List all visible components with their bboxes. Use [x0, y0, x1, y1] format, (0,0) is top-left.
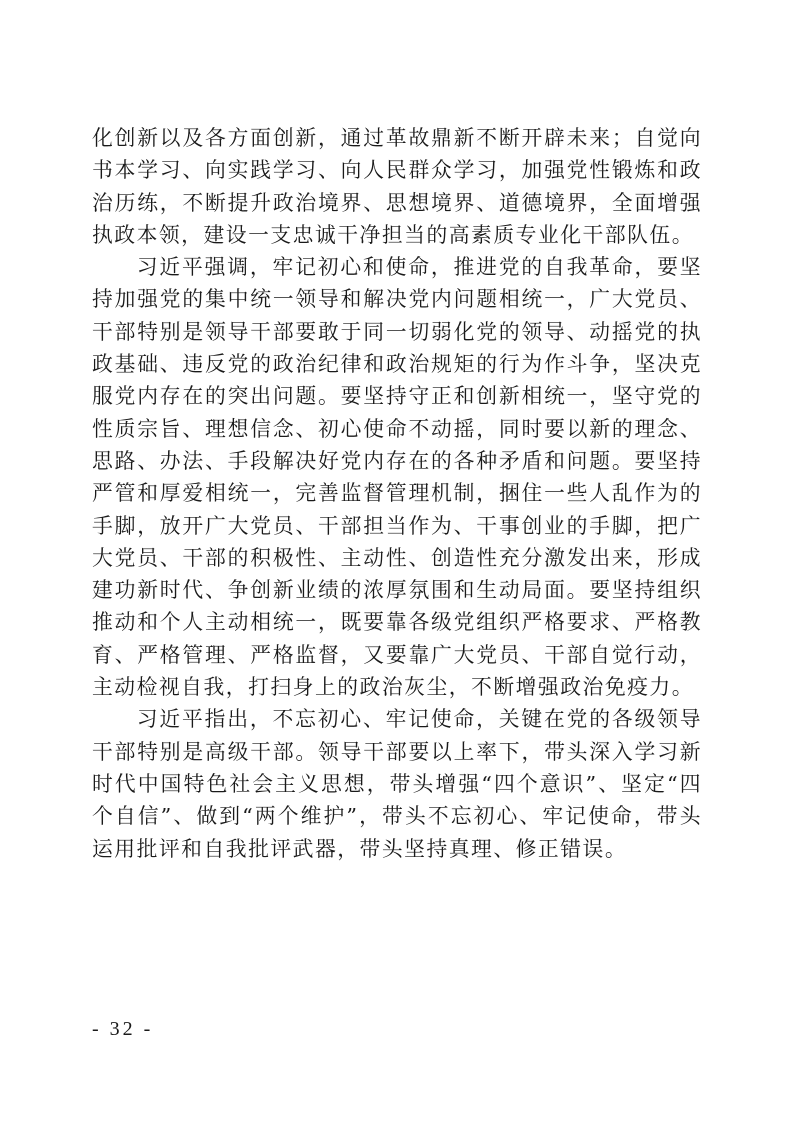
paragraph-1: 化创新以及各方面创新，通过革故鼎新不断开辟未来；自觉向书本学习、向实践学习、向人民群众学习，加强党性锻炼和政治历练，不断提升政治境界、思想境界、道德境界，全面增强执政本领，建设一支忠诚干净担当的高素质专业化干部队伍。 [92, 126, 702, 247]
document-body [92, 122, 702, 865]
paragraph-3: 习近平指出，不忘初心、牢记使命，关键在党的各级领导干部特别是高级干部。领导干部要以上率下，带头深入学习新时代中国特色社会主义思想，带头增强“四个意识”、坚定“四个自信”、做到“两个维护”，带头不忘初心、牢记使命，带头运用批评和自我批评武器，带头坚持真理、修正错误。 [92, 707, 702, 861]
paragraph-2: 习近平强调，牢记初心和使命，推进党的自我革命，要坚持加强党的集中统一领导和解决党内问题相统一，广大党员、干部特别是领导干部要敢于同一切弱化党的领导、动摇党的执政基础、违反党的政治纪律和政治规矩的行为作斗争，坚决克服党内存在的突出问题。要坚持守正和创新相统一，坚守党的性质宗旨、理想信念、初心使命不动摇，同时要以新的理念、思路、办法、手段解决好党内存在的各种矛盾和问题。要坚持严管和厚爱相统一，完善监督管理机制，捆住一些人乱作为的手脚，放开广大党员、干部担当作为、干事创业的手脚，把广大党员、干部的积极性、主动性、创造性充分激发出来，形成建功新时代、争创新业绩的浓厚氛围和生动局面。要坚持组织推动和个人主动相统一，既要靠各级党组织严格要求、严格教育、严格管理、严格监督，又要靠广大党员、干部自觉行动，主动检视自我，打扫身上的政治灰尘，不断增强政治免疫力。 [92, 255, 702, 700]
page-number: - 32 - [92, 1018, 154, 1040]
